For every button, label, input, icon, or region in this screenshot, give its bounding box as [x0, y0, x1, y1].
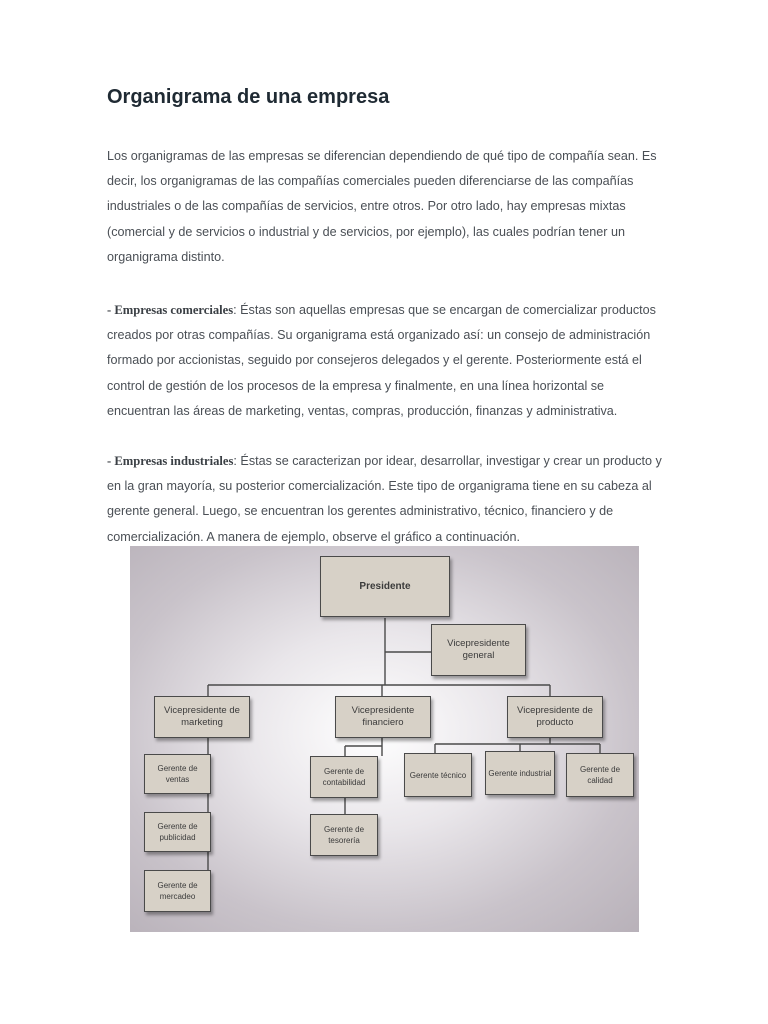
label-vp-producto: Vicepresidente de producto — [517, 705, 593, 728]
comerciales-lead: - Empresas comerciales — [107, 303, 234, 317]
box-vp-marketing — [154, 696, 250, 738]
org-chart-figure — [130, 546, 639, 932]
label-vp-general: Vicepresidente general — [447, 638, 510, 661]
label-gerente-mercadeo: Gerente de mercadeo — [157, 881, 198, 901]
box-vp-producto — [507, 696, 603, 738]
box-presidente — [320, 556, 450, 617]
comerciales-text: : Éstas son aquellas empresas que se encargan de comercializar productos creados por otras compañías. Su organigrama está organizado así: un consejo de administración formado por accionistas, seguido por consejeros delegados y el gerente. Posteriormente está el control de gestión de los procesos de la empresa y finalmente, en una línea horizontal se encuentran las áreas de marketing, ventas, compras, producción, finanzas y administrativa. — [107, 303, 656, 418]
box-gerente-mercadeo — [144, 870, 211, 912]
label-gerente-contabilidad: Gerente de contabilidad — [322, 767, 366, 787]
box-gerente-tesoreria — [310, 814, 378, 856]
box-gerente-calidad — [566, 753, 634, 797]
label-vp-marketing: Vicepresidente de marketing — [164, 705, 240, 728]
box-gerente-publicidad — [144, 812, 211, 852]
label-vp-financiero: Vicepresidente financiero — [351, 705, 415, 728]
label-gerente-tesoreria: Gerente de tesorería — [323, 825, 365, 845]
label-gerente-tecnico: Gerente técnico — [409, 770, 467, 780]
box-gerente-industrial — [485, 751, 555, 795]
industriales-lead: - Empresas industriales — [107, 454, 234, 468]
box-vp-general — [431, 624, 526, 676]
industriales-text: : Éstas se caracterizan por idear, desarrollar, investigar y crear un producto y en la gran mayoría, su posterior comercialización. Este tipo de organigrama tiene en su cabeza al gerente general. Luego, se encuentran los gerentes administrativo, técnico, financiero y de comercialización. A manera de ejemplo, observe el gráfico a continuación. — [107, 454, 662, 544]
label-presidente: Presidente — [359, 581, 411, 592]
box-gerente-contabilidad — [310, 756, 378, 798]
intro-paragraph: Los organigramas de las empresas se diferencian dependiendo de qué tipo de compañía sean. Es decir, los organigramas de las compañías comerciales pueden diferenciarse de las compañías industriales o de las compañías de servicios, entre otros. Por otro lado, hay empresas mixtas (comercial y de servicios o industrial y de servicios, por ejemplo), las cuales podrían tener un organigrama distinto. — [107, 149, 657, 264]
box-gerente-ventas — [144, 754, 211, 794]
comerciales-paragraph — [107, 298, 667, 424]
box-gerente-tecnico — [404, 753, 472, 797]
label-gerente-calidad: Gerente de calidad — [579, 765, 621, 785]
label-gerente-publicidad: Gerente de publicidad — [157, 822, 198, 842]
box-vp-financiero — [335, 696, 431, 738]
label-gerente-industrial: Gerente industrial — [488, 768, 552, 778]
label-gerente-ventas: Gerente de ventas — [157, 764, 198, 784]
industriales-paragraph — [107, 449, 667, 550]
page-title: Organigrama de una empresa — [107, 86, 390, 108]
